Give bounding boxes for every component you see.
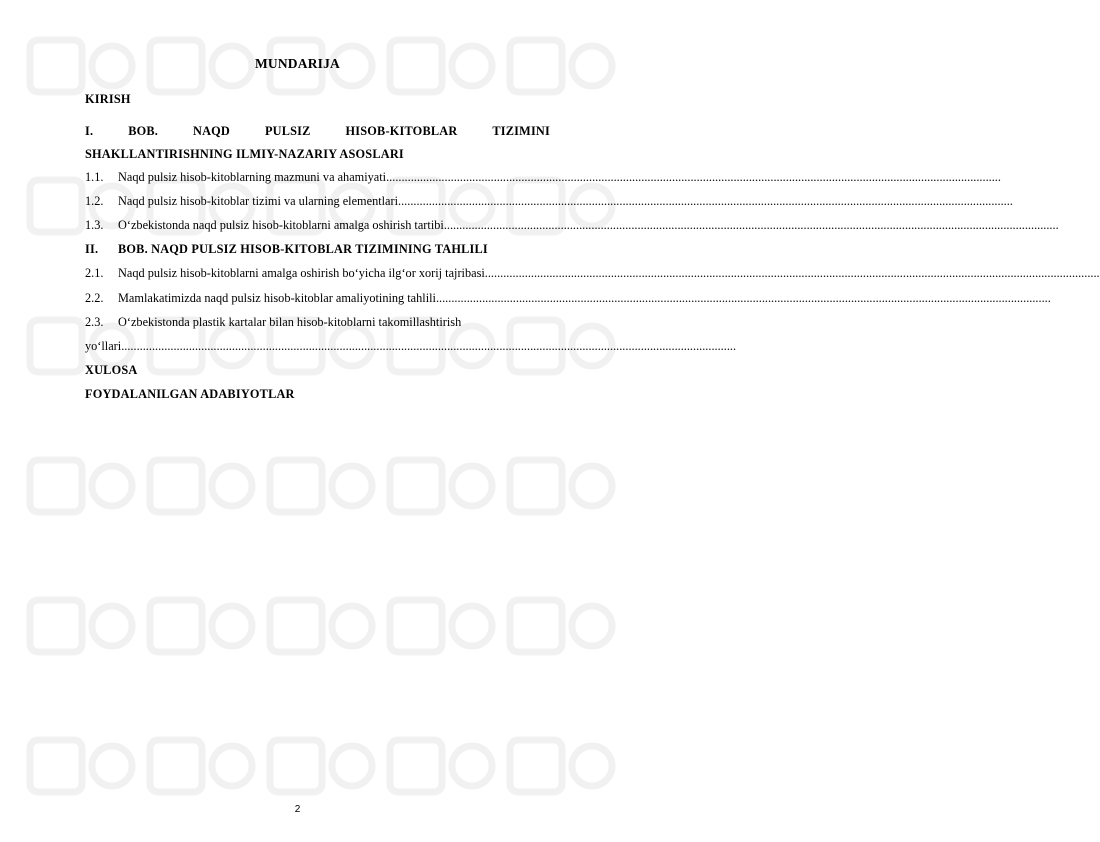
leader-dots: ........................................................................................................................................................................................................ bbox=[121, 339, 737, 353]
section-number: 2.3. bbox=[85, 315, 104, 329]
section-number: 1.3. bbox=[85, 218, 104, 232]
chapter1-word: I. bbox=[85, 124, 94, 138]
toc-entry-2-3[interactable] bbox=[85, 314, 550, 330]
section-title: O‘zbekistonda naqd pulsiz hisob-kitoblarni amalga oshirish tartibi bbox=[118, 218, 444, 232]
watermark-mark bbox=[270, 740, 372, 792]
toc-entry-2-1[interactable] bbox=[85, 265, 1100, 281]
section-title: Naqd pulsiz hisob-kitoblar tizimi va ularning elementlari bbox=[118, 194, 399, 208]
conclusion-heading: XULOSA bbox=[85, 363, 138, 377]
leader-dots: ........................................................................................................................................................................................................ bbox=[386, 170, 1001, 184]
watermark-mark bbox=[510, 740, 612, 792]
watermark-mark bbox=[390, 740, 492, 792]
page-title: MUNDARIJA bbox=[254, 56, 341, 71]
watermark-mark bbox=[270, 600, 372, 652]
watermark-mark bbox=[150, 600, 252, 652]
watermark-mark bbox=[390, 460, 492, 512]
watermark-mark bbox=[510, 600, 612, 652]
chapter1-heading-line1 bbox=[85, 123, 550, 139]
intro-heading: KIRISH bbox=[85, 92, 131, 106]
chapter1-word: HISOB-KITOBLAR bbox=[345, 124, 458, 138]
toc-entry-1-1[interactable] bbox=[85, 169, 1001, 185]
chapter2-heading bbox=[85, 241, 550, 257]
chapter1-word: NAQD bbox=[192, 124, 230, 138]
section-number: 2.2. bbox=[85, 291, 104, 305]
watermark-mark bbox=[30, 740, 132, 792]
watermark-mark bbox=[390, 600, 492, 652]
section-title: Mamlakatimizda naqd pulsiz hisob-kitoblar amaliyotining tahlili bbox=[118, 291, 436, 305]
chapter-title: BOB. NAQD PULSIZ HISOB-KITOBLAR TIZIMINING TAHLILI bbox=[118, 242, 488, 256]
toc-entry-1-3[interactable] bbox=[85, 217, 1059, 233]
references-heading: FOYDALANILGAN ADABIYOTLAR bbox=[85, 387, 295, 401]
leader-dots: ........................................................................................................................................................................................................ bbox=[435, 291, 1051, 305]
leader-dots: ........................................................................................................................................................................................................ bbox=[443, 218, 1059, 232]
section-title: Naqd pulsiz hisob-kitoblarni amalga oshirish bo‘yicha ilg‘or xorij tajribasi bbox=[118, 266, 485, 280]
toc-entry-1-2[interactable] bbox=[85, 193, 1013, 209]
watermark-mark bbox=[150, 740, 252, 792]
watermark-mark bbox=[30, 460, 132, 512]
section-number: 1.1. bbox=[85, 170, 104, 184]
watermark-mark bbox=[150, 460, 252, 512]
chapter1-heading-line2: SHAKLLANTIRISHNING ILMIY-NAZARIY ASOSLARI bbox=[85, 147, 404, 161]
section-title: Naqd pulsiz hisob-kitoblarning mazmuni va ahamiyati bbox=[118, 170, 387, 184]
leader-dots: ........................................................................................................................................................................................................ bbox=[484, 266, 1100, 280]
toc-entry-2-3-continuation[interactable] bbox=[85, 338, 737, 354]
watermark-mark bbox=[270, 460, 372, 512]
watermark-mark bbox=[510, 460, 612, 512]
chapter1-word: PULSIZ bbox=[264, 124, 311, 138]
watermark-mark bbox=[30, 600, 132, 652]
chapter-number: II. bbox=[85, 242, 99, 256]
section-title: O‘zbekistonda plastik kartalar bilan hisob-kitoblarni takomillashtirish bbox=[118, 315, 462, 329]
chapter1-word: BOB. bbox=[128, 124, 159, 138]
toc-entry-2-2[interactable] bbox=[85, 290, 1051, 306]
chapter1-word: TIZIMINI bbox=[492, 124, 550, 138]
section-number: 1.2. bbox=[85, 194, 104, 208]
section-number: 2.1. bbox=[85, 266, 104, 280]
leader-dots: ........................................................................................................................................................................................................ bbox=[398, 194, 1013, 208]
page-number: 2 bbox=[294, 804, 301, 815]
section-title-continuation: yo‘llari bbox=[85, 339, 122, 353]
